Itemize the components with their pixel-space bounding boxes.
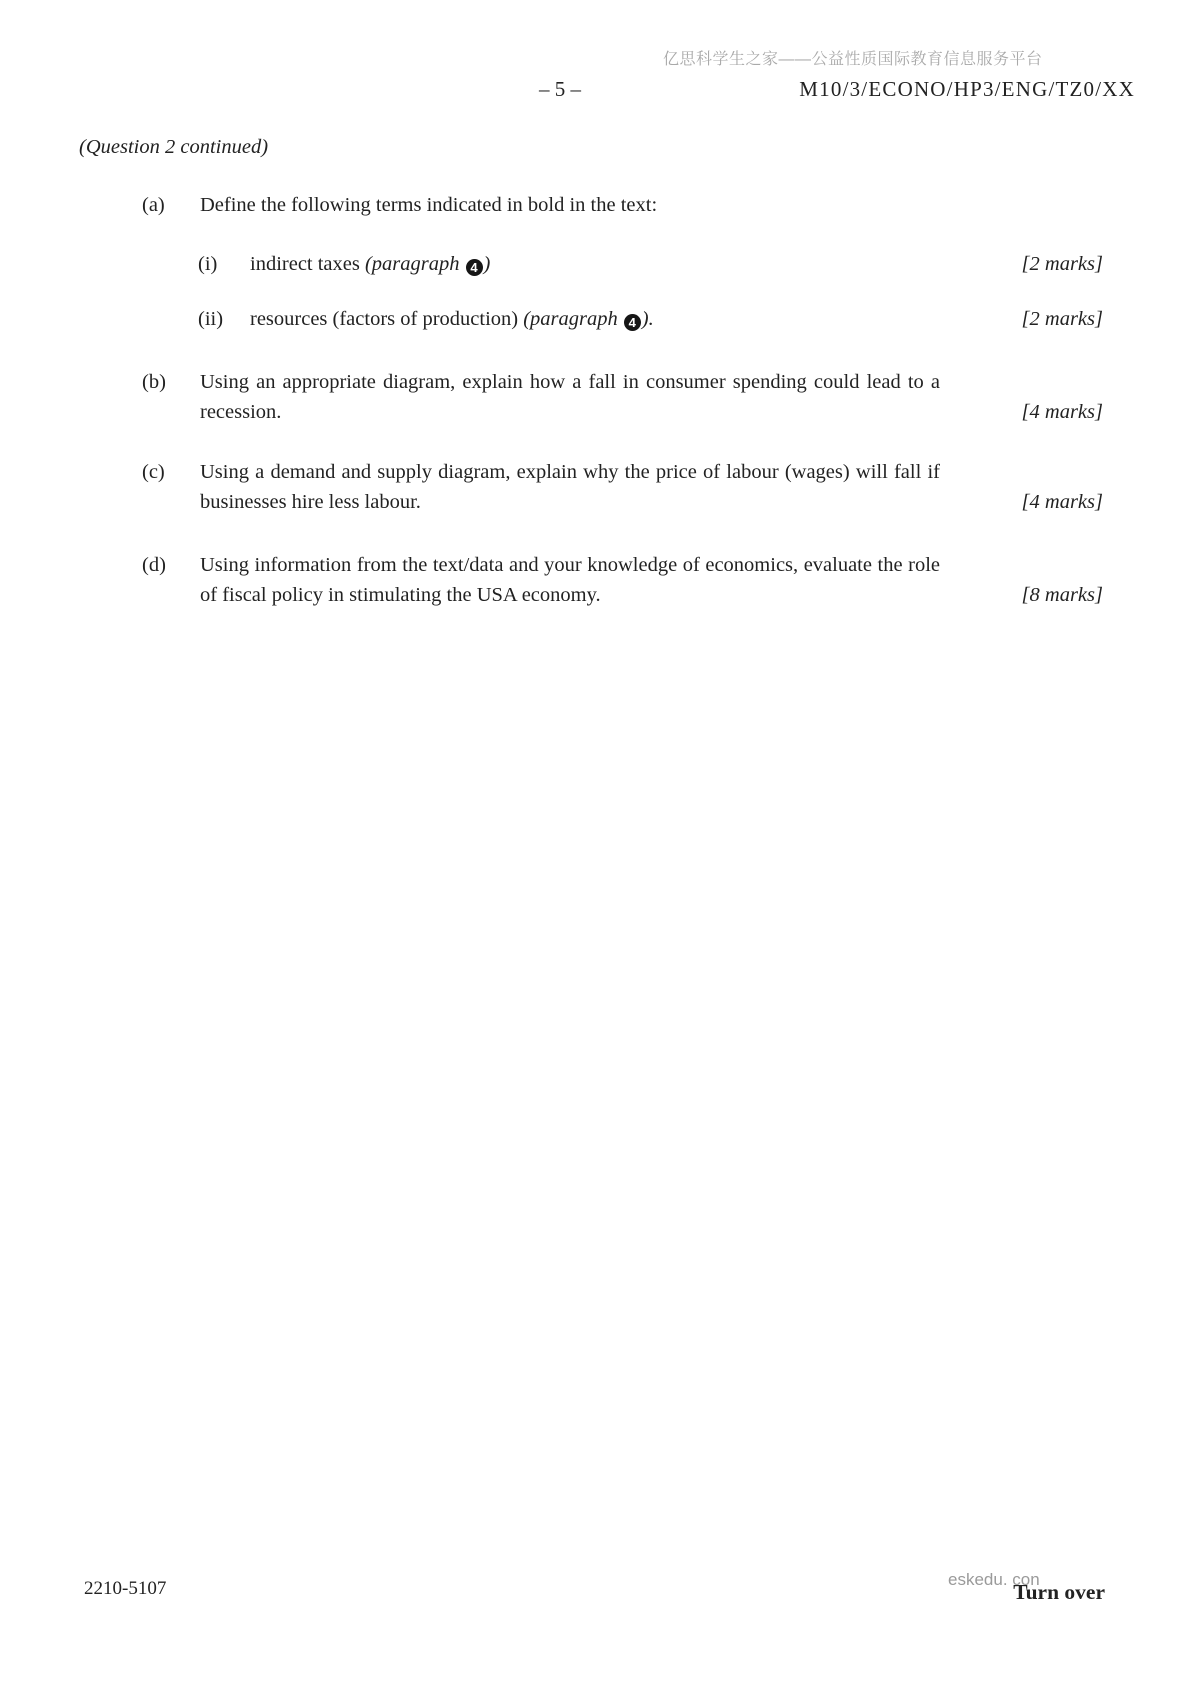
question-a-ii-label: (ii) (198, 308, 224, 330)
question-a (142, 190, 657, 220)
turn-over-label: Turn over (1013, 1580, 1105, 1604)
paragraph-ref-text: (paragraph (364, 253, 460, 275)
paper-reference-code: 2210-5107 (84, 1578, 167, 1599)
question-c-label: (c) (142, 461, 165, 483)
header-watermark: 亿思科学生之家——公益性质国际教育信息服务平台 (663, 51, 1043, 68)
question-a-ii-term: resources (factors of production) (250, 308, 519, 330)
question-b-marks: [4 marks] (1021, 401, 1103, 423)
paragraph-ref-close: ) (483, 253, 491, 275)
question-b-text: Using an appropriate diagram, explain how a fall in consumer spending could lead to a recession. (200, 371, 940, 423)
page-number: – 5 – (539, 77, 581, 101)
question-continued-note: (Question 2 continued) (79, 136, 269, 158)
question-d-label: (d) (142, 554, 166, 576)
question-d-text: Using information from the text/data and your knowledge of economics, evaluate the role of fiscal policy in stimulating the USA economy. (200, 554, 940, 606)
question-a-i-marks: [2 marks] (1021, 253, 1103, 275)
question-c-marks: [4 marks] (1021, 491, 1103, 513)
footer-watermark: eskedu. con (948, 1570, 1040, 1589)
paragraph-4-marker-icon: 4 (624, 314, 641, 331)
question-a-i-label: (i) (198, 253, 218, 275)
question-c-text: Using a demand and supply diagram, explain why the price of labour (wages) will fall if businesses hire less labour. (200, 461, 940, 513)
paragraph-4-marker-icon: 4 (466, 259, 483, 276)
question-a-i-term: indirect taxes (250, 253, 360, 275)
question-b-label: (b) (142, 371, 166, 393)
question-a-i (198, 249, 490, 279)
question-a-ii (198, 304, 654, 334)
question-d-marks: [8 marks] (1021, 584, 1103, 606)
question-a-i-paragraph-ref (360, 253, 491, 275)
paragraph-ref-text: (paragraph (523, 308, 618, 330)
question-a-ii-marks: [2 marks] (1021, 308, 1103, 330)
exam-paper-code: M10/3/ECONO/HP3/ENG/TZ0/XX (799, 77, 1135, 101)
paragraph-ref-close: ). (641, 308, 654, 330)
question-a-text: Define the following terms indicated in bold in the text: (200, 194, 658, 216)
question-a-label: (a) (142, 194, 165, 216)
question-a-ii-paragraph-ref (518, 308, 654, 330)
